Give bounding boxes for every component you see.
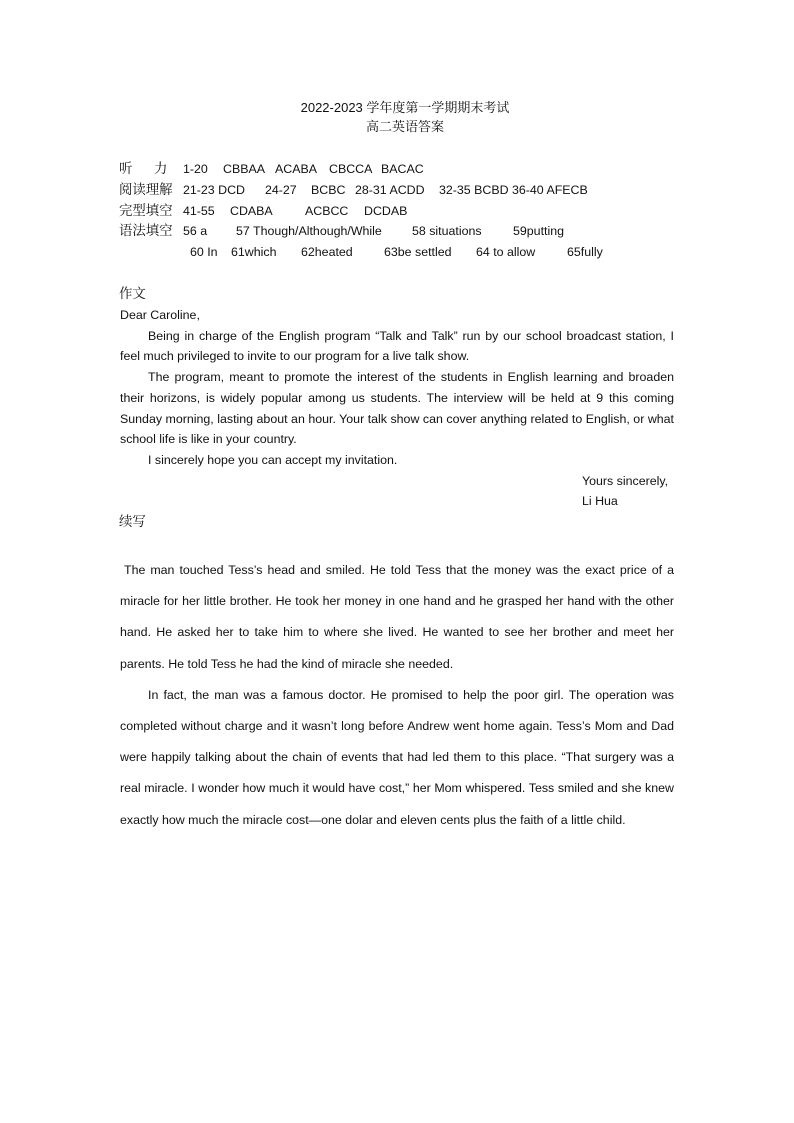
reading-answers-4: 32-35 BCBD 36-40 AFECB bbox=[439, 183, 588, 197]
answer-sheet-page: 2022-2023 学年度第一学期期末考试 高二英语答案 听 力 1-20 CBBAA ACABA CBCCA BACAC 阅读理解 21-23 DCD 24-27 BCBC 28-31 ACDD 32-35 BCBD 36-40 AFECB 完型填空 41-55 CDABA ACBCC DCDAB 语法填空 56 a 57 Though/Although/While 58 situations 59putting 60 In 61which 62heated 63be settled 64 to allow 65fully 作文 Dear Caroline, Being in charge of the English program “Talk and Talk” run by our school broadcast station, I feel much privileged to invite to our program for a live talk show. The program, meant to promote the interest of the students in English learning and broaden their horizons, is widely popular among us students. The interview will be held at 9 this coming Sunday morning, lasting about an hour. Your talk show can cover anything related to English, or what school life is like in your country. I sincerely hope you can accept my invitation. Yours sincerely, Li Hua 续写 The man touched Tess’s head and smiled. He told Tess that the money was the exact price of a miracle for her little brother. He took her money in one hand and he grasped her hand with the other hand. He asked her to take him to where she lived. He wanted to see her brother and meet her parents. He told Tess he had the kind of miracle she needed. In fact, the man was a famous doctor. He promised to help the poor girl. The operation was completed without charge and it wasn’t long before Andrew went home again. Tess’s Mom and Dad were happily talking about the chain of events that had led them to this place. “That surgery was a real miracle. I wonder how much it would have cost,” her Mom whispered. Tess smiled and she knew exactly how much the miracle cost—one dolar and eleven cents plus the faith of a little child. bbox=[0, 0, 794, 1123]
essay-heading: 作文 bbox=[119, 286, 146, 301]
listening-answers-1: CBBAA bbox=[223, 162, 266, 176]
letter-paragraph: I sincerely hope you can accept my invitation. bbox=[148, 452, 398, 467]
reading-range-2: 24-27 bbox=[265, 183, 297, 197]
continuation-paragraph: In fact, the man was a famous doctor. He promised to help the poor girl. The operation was completed without charge and it wasn’t long before Andrew went home again. Tess’s Mom and Dad were happily talking about the chain of events that had led them to this place. “That surgery was a real miracle. I wonder how much it would have cost,” her Mom whispered. Tess smiled and she knew exactly how much the miracle cost—one dolar and eleven cents plus the faith of a little child. bbox=[120, 687, 674, 827]
cloze-answers-1: CDABA bbox=[230, 204, 273, 218]
grammar-answer-62: 62heated bbox=[301, 245, 353, 259]
cloze-answers-3: DCDAB bbox=[364, 204, 408, 218]
letter-salutation: Dear Caroline, bbox=[120, 308, 200, 322]
grammar-answer-59: 59putting bbox=[513, 224, 564, 238]
grammar-answer-58: 58 situations bbox=[412, 224, 482, 238]
reading-answers-3: 28-31 ACDD bbox=[355, 183, 425, 197]
grammar-answer-61: 61which bbox=[231, 245, 277, 259]
continuation-paragraph: The man touched Tess’s head and smiled. He told Tess that the money was the exact price of a miracle for her little brother. He took her money in one hand and he grasped her hand with the other hand. He asked her to take him to where she lived. He wanted to see her brother and meet her parents. He told Tess he had the kind of miracle she needed. bbox=[120, 563, 674, 671]
grammar-answer-63: 63be settled bbox=[384, 245, 452, 259]
exam-subtitle: 高二英语答案 bbox=[365, 119, 444, 134]
grammar-answer-56: 56 a bbox=[183, 224, 208, 238]
reading-answers-2: BCBC bbox=[311, 183, 346, 197]
grammar-answer-60: 60 In bbox=[190, 245, 218, 259]
grammar-label: 语法填空 bbox=[119, 223, 173, 238]
letter-paragraph: Being in charge of the English program “Talk and Talk” run by our school broadcast station, I feel much privileged to invite to our program for a live talk show. bbox=[120, 328, 674, 364]
listening-answers-3: CBCCA bbox=[329, 162, 373, 176]
grammar-answer-57: 57 Though/Although/While bbox=[236, 224, 382, 238]
letter-paragraph: The program, meant to promote the interest of the students in English learning and broaden their horizons, is widely popular among us students. The interview will be held at 9 this coming Sunday morning, lasting about an hour. Your talk show can cover anything related to English, or what school life is like in your country. bbox=[120, 370, 674, 447]
cloze-answers-2: ACBCC bbox=[305, 204, 349, 218]
listening-range: 1-20 bbox=[183, 162, 208, 176]
cloze-range: 41-55 bbox=[183, 204, 215, 218]
grammar-answer-65: 65fully bbox=[567, 245, 603, 259]
reading-answers-1: 21-23 DCD bbox=[183, 183, 245, 197]
reading-label: 阅读理解 bbox=[119, 182, 173, 197]
grammar-answer-64: 64 to allow bbox=[476, 245, 536, 259]
letter-signature: Li Hua bbox=[582, 494, 618, 508]
listening-answers-2: ACABA bbox=[275, 162, 318, 176]
letter-closing: Yours sincerely, bbox=[582, 474, 669, 488]
listening-answers-4: BACAC bbox=[381, 162, 424, 176]
continuation-heading: 续写 bbox=[119, 514, 146, 529]
exam-title: 2022-2023 学年度第一学期期末考试 bbox=[300, 100, 510, 115]
essay-letter bbox=[120, 305, 674, 471]
continuation-body bbox=[120, 555, 674, 836]
cloze-label: 完型填空 bbox=[119, 203, 173, 218]
